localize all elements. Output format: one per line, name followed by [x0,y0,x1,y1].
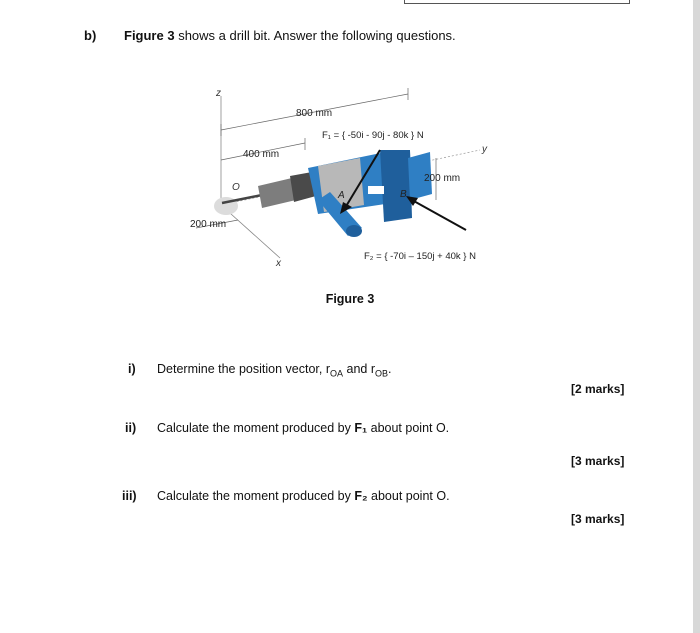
question-3-number: iii) [122,489,137,503]
q3-pre: Calculate the moment produced by [157,489,355,503]
dim-200-left-label: 200 mm [190,219,227,230]
side-handle-end [346,225,362,237]
axis-z-label: z [216,88,221,99]
question-2-marks: [3 marks] [571,454,625,468]
question-3-marks: [3 marks] [571,512,625,526]
intro-rest: shows a drill bit. Answer the following questions. [174,28,456,43]
dim-200-right-label: 200 mm [424,173,461,184]
point-a-label: A [338,190,345,201]
figure-caption: Figure 3 [325,292,375,306]
question-2-text [157,421,449,435]
dim-800-label: 800 mm [296,108,333,119]
intro-bold: Figure 3 [124,28,175,43]
q1-mid: and r [343,362,375,376]
question-1-text [157,362,391,379]
q2-post: about point O. [367,421,450,435]
force-f1-label: F₁ = { -50i - 90j - 80k } N [322,130,424,141]
force-f2-arrow [412,200,466,230]
dim-400-label: 400 mm [243,149,280,160]
q3-force: F₂ [354,489,368,503]
q1-sub-ob: OB [374,368,388,379]
q2-pre: Calculate the moment produced by [157,421,355,435]
question-1-marks: [2 marks] [571,382,625,396]
q1-pre: Determine the position vector, r [157,362,330,376]
question-2-number: ii) [125,421,137,435]
point-o-label: O [232,182,240,193]
axis-x-label: x [276,258,281,269]
question-3-text [157,489,450,503]
force-f2-label: F₂ = { -70i – 150j + 40k } N [364,251,476,262]
question-1-number: i) [128,362,136,376]
q2-force: F₁ [354,421,368,435]
point-b-label: B [400,189,407,200]
drill-figure [0,0,700,290]
drill-handle-top [380,150,412,222]
axis-y-label: y [482,144,487,155]
drill-label [368,186,384,194]
part-label: b) [84,28,97,43]
q1-post: . [388,362,392,376]
q1-sub-oa: OA [330,368,344,379]
q3-post: about point O. [367,489,450,503]
chuck [258,178,296,208]
